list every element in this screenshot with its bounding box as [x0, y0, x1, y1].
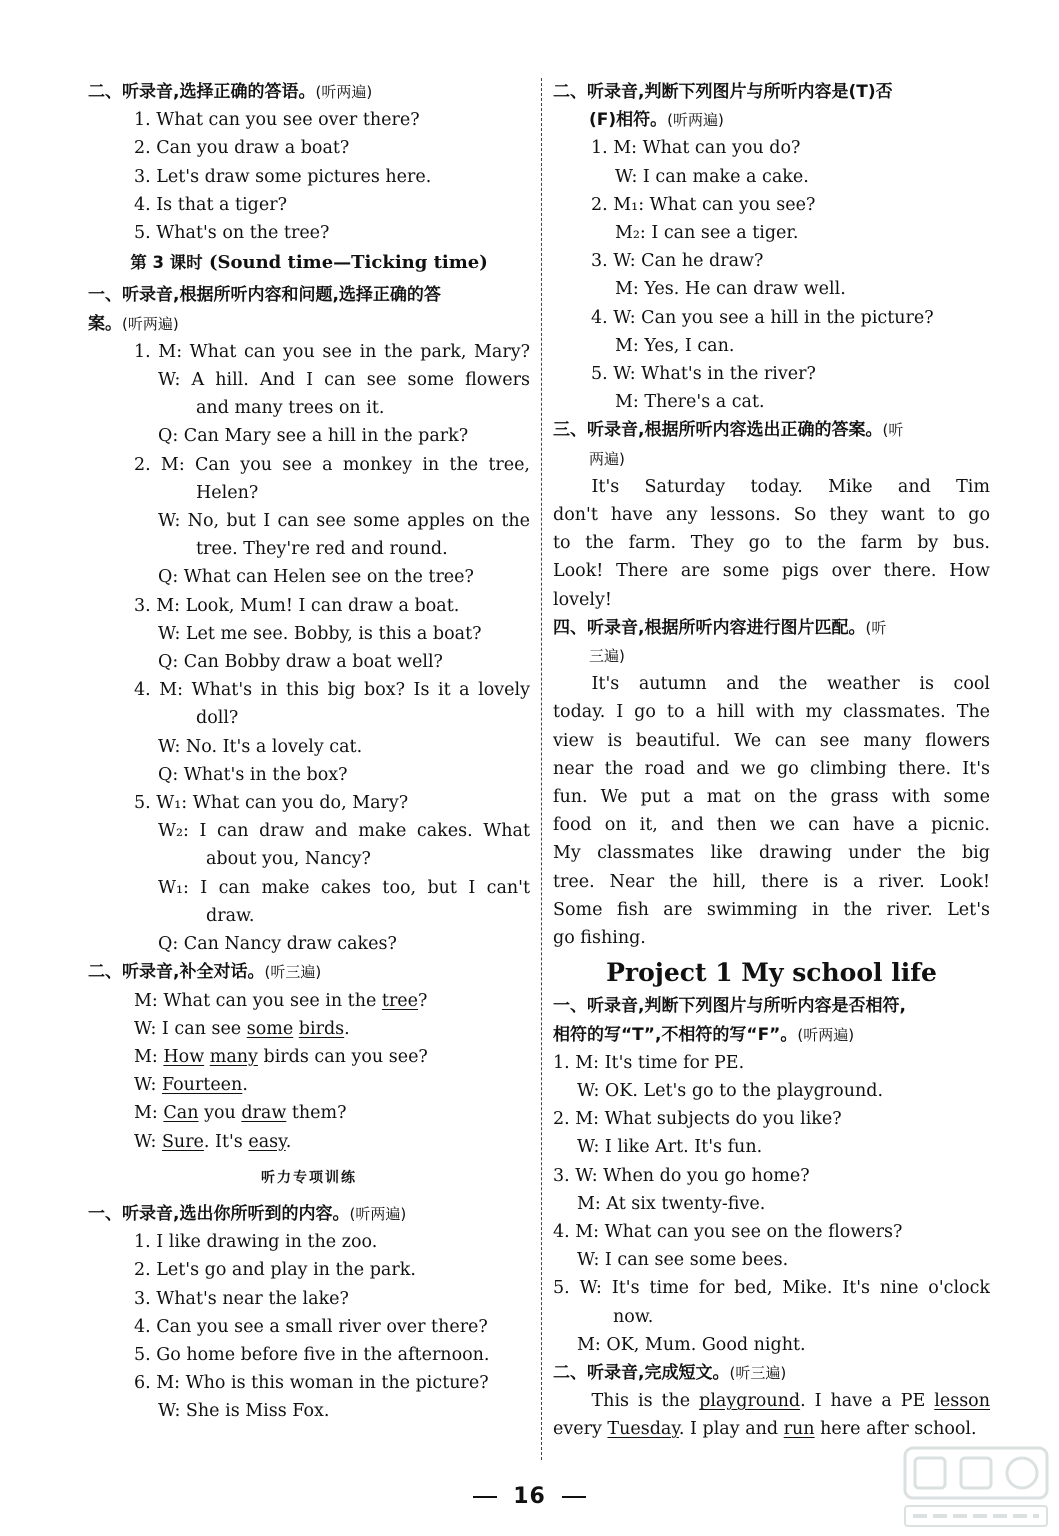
- section-header: 一、听录音,判断下列图片与所听内容是否相符,: [553, 996, 906, 1017]
- answer-blank: run: [783, 1419, 815, 1440]
- text: you: [198, 1103, 242, 1124]
- section-header-cont: [553, 1021, 990, 1049]
- dialogue-line: doll?: [196, 708, 239, 729]
- answer-blank: birds: [298, 1018, 345, 1039]
- dialogue-line: W: No, but I can see some apples on the: [158, 511, 530, 532]
- text: . I play and: [678, 1419, 784, 1440]
- dialogue-line: 2. M: What subjects do you like?: [553, 1109, 842, 1130]
- section-header: 二、听录音,判断下列图片与所听内容是(T)否: [553, 82, 893, 102]
- list-item: 3. Let's draw some pictures here.: [134, 166, 432, 187]
- dialogue-line: 4. W: Can you see a hill in the picture?: [591, 307, 934, 328]
- section-header: [553, 614, 990, 642]
- dialogue-line: 3. M: Look, Mum! I can draw a boat.: [134, 595, 460, 616]
- list-item: 4. Is that a tiger?: [134, 194, 287, 215]
- section-header: [88, 1200, 530, 1228]
- dialogue-line: now.: [613, 1306, 654, 1327]
- dash-right: [562, 1496, 586, 1498]
- dialogue-line: W: I can make a cake.: [615, 166, 809, 187]
- list-item: 2. Let's go and play in the park.: [134, 1260, 416, 1281]
- watermark-logo: [901, 1444, 1051, 1532]
- header-text: 二、听录音,选择正确的答语。: [88, 82, 316, 102]
- dialogue-line: M: There's a cat.: [615, 392, 765, 413]
- dialogue-line: Q: What's in the box?: [158, 764, 348, 785]
- dialogue-line: 4. M: What's in this big box? Is it a lovely: [134, 680, 530, 701]
- dialogue-line: 1. M: It's time for PE.: [553, 1052, 745, 1073]
- lesson-number: 第 3 课时: [130, 253, 203, 273]
- dialogue-line: and many trees on it.: [196, 398, 385, 419]
- passage-line: lovely!: [553, 589, 612, 610]
- text: . I have a PE: [800, 1391, 935, 1412]
- dialogue-line: [88, 1099, 530, 1127]
- passage-line: tree. Near the hill, there is a river. Look!: [553, 871, 990, 892]
- passage-line: [553, 1387, 990, 1415]
- dialogue-line: W: I like Art. It's fun.: [577, 1137, 763, 1158]
- dialogue-line: M: At six twenty-five.: [577, 1193, 766, 1214]
- header-note: (听: [865, 618, 887, 637]
- header-note-cont: 两遍): [589, 449, 625, 468]
- section-header: [553, 1359, 990, 1387]
- passage-line: It's Saturday today. Mike and Tim: [591, 476, 990, 497]
- section-header: 一、听录音,根据所听内容和问题,选择正确的答: [88, 285, 441, 306]
- list-item: 4. Can you see a small river over there?: [134, 1316, 488, 1337]
- text: .: [285, 1131, 292, 1152]
- list-item: 1. I like drawing in the zoo.: [134, 1232, 378, 1253]
- special-training-title: 听力专项训练: [261, 1169, 357, 1186]
- column-divider: [541, 78, 542, 1460]
- dialogue-line: W: A hill. And I can see some flowers: [158, 370, 530, 391]
- project-title: Project 1 My school life: [606, 958, 937, 988]
- header-text: 二、听录音,完成短文。: [553, 1362, 730, 1383]
- dialogue-line: W: I can see some bees.: [577, 1250, 789, 1271]
- dialogue-line: Helen?: [196, 482, 259, 503]
- header-text: 三、听录音,根据所听内容选出正确的答案。: [553, 420, 883, 441]
- lesson-title: [88, 249, 530, 277]
- section-header-cont: [88, 310, 530, 338]
- header-note: (听两遍): [315, 83, 373, 101]
- section-header: [553, 416, 990, 444]
- text: M:: [134, 1103, 164, 1124]
- dialogue-line: W₁: I can make cakes too, but I can't: [158, 877, 530, 898]
- header-note: (听两遍): [797, 1025, 855, 1044]
- answer-blank: Fourteen: [161, 1075, 243, 1096]
- dialogue-line: Q: Can Mary see a hill in the park?: [158, 426, 469, 447]
- answer-blank: How: [163, 1046, 205, 1067]
- passage-line: near the road and we go climbing there. It's: [553, 758, 990, 779]
- dialogue-line: Q: Can Bobby draw a boat well?: [158, 652, 443, 673]
- answer-blank: easy: [248, 1131, 286, 1152]
- answer-blank: playground: [699, 1391, 801, 1412]
- text: W:: [134, 1131, 162, 1152]
- passage-line: don't have any lessons. So they want to go: [553, 505, 990, 526]
- dialogue-line: 5. W₁: What can you do, Mary?: [134, 793, 409, 814]
- header-note: (听两遍): [667, 111, 724, 130]
- dialogue-line: W: Let me see. Bobby, is this a boat?: [158, 623, 482, 644]
- list-item: 6. M: Who is this woman in the picture?: [134, 1373, 489, 1394]
- text: W:: [134, 1075, 162, 1096]
- dialogue-line: 2. M: Can you see a monkey in the tree,: [134, 454, 530, 475]
- header-note: (听: [882, 421, 904, 440]
- lesson-subtitle: (Sound time—Ticking time): [208, 252, 488, 274]
- dialogue-line: W: No. It's a lovely cat.: [158, 736, 363, 757]
- answer-blank: draw: [241, 1103, 287, 1124]
- dialogue-line: [88, 1128, 530, 1156]
- dialogue-line: Q: What can Helen see on the tree?: [158, 567, 474, 588]
- list-item: 1. What can you see over there?: [134, 110, 420, 131]
- text: M: What can you see in the: [134, 990, 382, 1011]
- dialogue-line: W₂: I can draw and make cakes. What: [158, 821, 530, 842]
- answer-blank: Can: [163, 1103, 199, 1124]
- list-item: 3. What's near the lake?: [134, 1288, 349, 1309]
- dialogue-line: 5. W: What's in the river?: [591, 364, 816, 385]
- list-item: 5. Go home before five in the afternoon.: [134, 1344, 490, 1365]
- passage-line: My classmates like drawing under the big: [553, 843, 990, 864]
- answer-blank: tree: [381, 990, 419, 1011]
- header-note: (听三遍): [729, 1363, 787, 1382]
- text: them?: [286, 1103, 347, 1124]
- answer-blank: lesson: [934, 1391, 990, 1412]
- dialogue-line: [88, 1043, 530, 1071]
- header-text: 案。: [88, 313, 122, 334]
- passage-line: [553, 1415, 990, 1443]
- list-item: 2. Can you draw a boat?: [134, 138, 350, 159]
- dialogue-line: [88, 1015, 530, 1043]
- list-item: W: She is Miss Fox.: [158, 1401, 330, 1422]
- passage-line: It's autumn and the weather is cool: [591, 674, 990, 695]
- passage-line: Some fish are swimming in the river. Let's: [553, 899, 990, 920]
- text: every: [553, 1419, 608, 1440]
- dialogue-line: M: OK, Mum. Good night.: [577, 1334, 806, 1355]
- text: .: [242, 1075, 248, 1096]
- text: birds can you see?: [257, 1046, 428, 1067]
- header-note: (听两遍): [349, 1204, 407, 1223]
- dialogue-line: [88, 1071, 530, 1099]
- dialogue-line: M: Yes. He can draw well.: [615, 279, 846, 300]
- header-note: (听两遍): [122, 314, 179, 333]
- dialogue-line: [88, 987, 530, 1015]
- section-header: [88, 958, 530, 986]
- header-text: 一、听录音,选出你所听到的内容。: [88, 1203, 350, 1224]
- dialogue-line: 4. M: What can you see on the flowers?: [553, 1221, 903, 1242]
- section-header: [88, 78, 530, 106]
- dialogue-line: Q: Can Nancy draw cakes?: [158, 934, 397, 955]
- header-text: 四、听录音,根据所听内容进行图片匹配。: [553, 617, 866, 638]
- header-note-cont: 三遍): [589, 647, 625, 666]
- dialogue-line: 1. M: What can you do?: [591, 138, 801, 159]
- dialogue-line: 3. W: Can he draw?: [591, 251, 764, 272]
- dialogue-line: draw.: [206, 905, 255, 926]
- dialogue-line: 5. W: It's time for bed, Mike. It's nine o'clock: [553, 1278, 990, 1299]
- passage-line: today. I go to a hill with my classmates. The: [553, 702, 990, 723]
- passage-line: go fishing.: [553, 928, 646, 949]
- section-header-cont: [553, 106, 990, 134]
- text: W: I can see: [134, 1018, 247, 1039]
- dialogue-line: W: OK. Let's go to the playground.: [577, 1080, 884, 1101]
- text: M:: [134, 1046, 164, 1067]
- dialogue-line: M: Yes, I can.: [615, 335, 735, 356]
- text: . It's: [203, 1131, 249, 1152]
- answer-blank: some: [246, 1018, 294, 1039]
- dialogue-line: 2. M₁: What can you see?: [591, 194, 816, 215]
- passage-line: fun. We put a mat on the grass with some: [553, 787, 990, 808]
- text: This is the: [591, 1391, 700, 1412]
- header-note: (听三遍): [264, 963, 322, 982]
- header-text: (F)相符。: [589, 110, 668, 131]
- passage-line: to the farm. They go to the farm by bus.: [553, 533, 990, 554]
- text: ?: [418, 990, 428, 1011]
- page-number-text: 16: [513, 1484, 546, 1509]
- text: here after school.: [814, 1419, 977, 1440]
- passage-line: Look! There are some pigs over there. How: [553, 561, 990, 582]
- answer-blank: Sure: [161, 1131, 204, 1152]
- right-column: [553, 78, 990, 1458]
- left-column: [88, 78, 530, 1458]
- answer-blank: many: [209, 1046, 258, 1067]
- answer-blank: Tuesday: [607, 1419, 679, 1440]
- header-text: 二、听录音,补全对话。: [88, 962, 265, 983]
- header-text: 相符的写“T”,不相符的写“F”。: [553, 1024, 798, 1045]
- dialogue-line: 3. W: When do you go home?: [553, 1165, 810, 1186]
- list-item: 5. What's on the tree?: [134, 223, 330, 244]
- passage-line: view is beautiful. We can see many flowers: [553, 730, 990, 751]
- passage-line: food on it, and then we can have a picnic.: [553, 815, 990, 836]
- dialogue-line: 1. M: What can you see in the park, Mary?: [134, 341, 530, 362]
- dialogue-line: tree. They're red and round.: [196, 539, 448, 560]
- text: .: [344, 1018, 350, 1039]
- dialogue-line: M₂: I can see a tiger.: [615, 223, 799, 244]
- dash-left: [473, 1496, 497, 1498]
- dialogue-line: about you, Nancy?: [206, 849, 371, 870]
